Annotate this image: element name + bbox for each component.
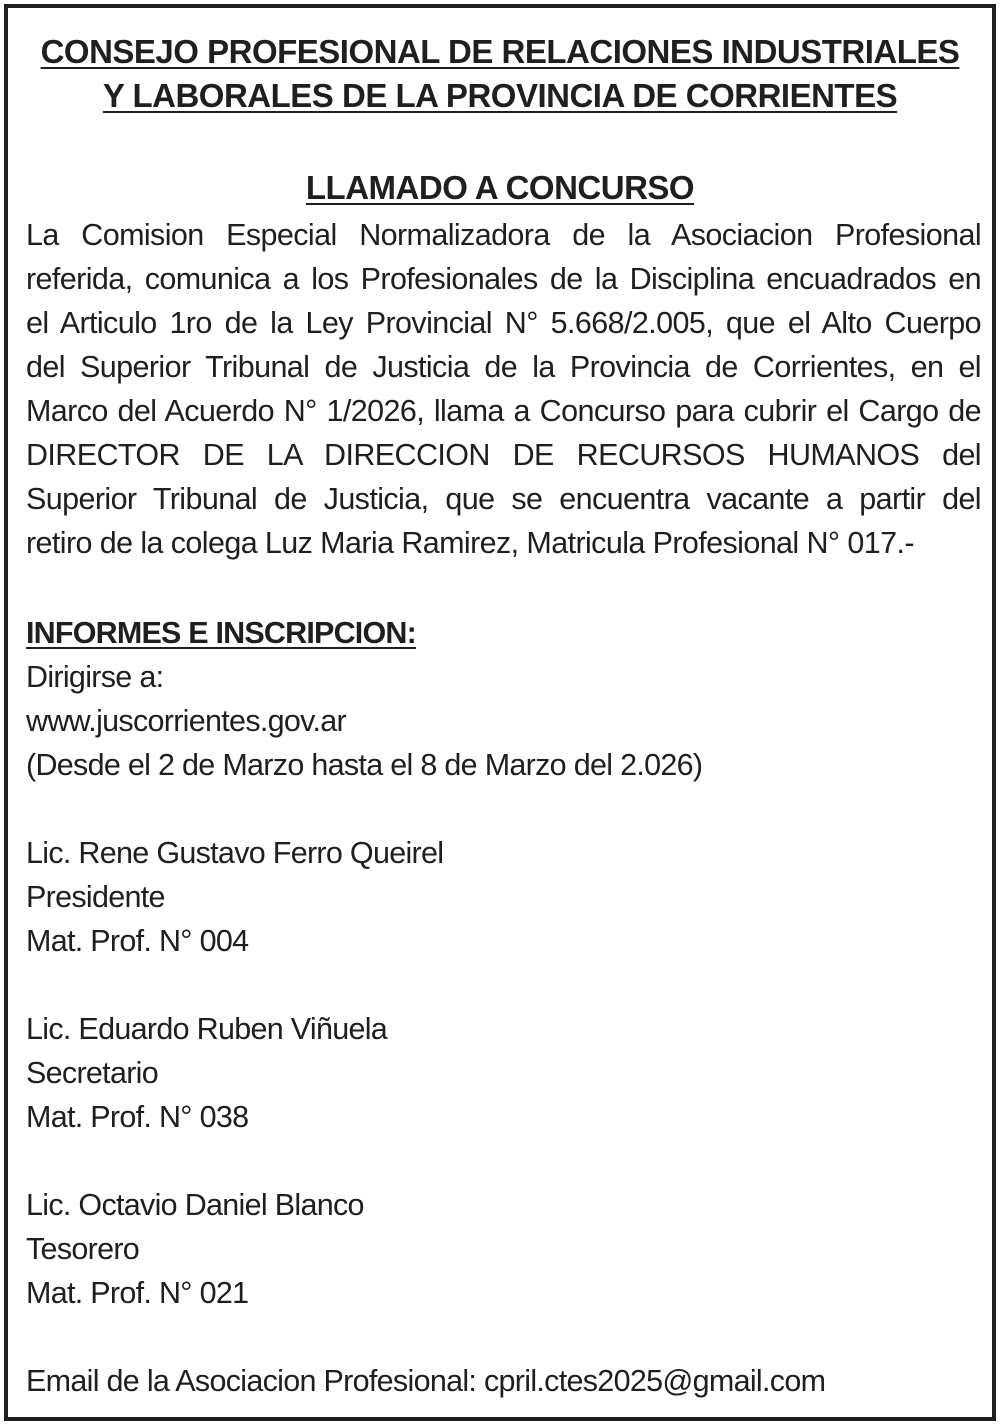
registration-dates: (Desde el 2 de Marzo hasta el 8 de Marzo del 2.026) [26,748,703,782]
signatory-role: Presidente [26,880,165,914]
body-line: DIRECTOR DE LA DIRECCION DE RECURSOS HUMANOS del [26,438,981,472]
body-line: Marco del Acuerdo N° 1/2026, llama a Concurso para cubrir el Cargo de [26,394,981,428]
informes-title: INFORMES E INSCRIPCION: [26,616,416,650]
signatory-registration: Mat. Prof. N° 021 [26,1276,249,1310]
signatory-name: Lic. Octavio Daniel Blanco [26,1188,364,1222]
notice-body [26,213,981,565]
body-line: del Superior Tribunal de Justicia de la Provincia de Corrientes, en el [26,350,981,384]
website-link[interactable]: www.juscorrientes.gov.ar [26,704,346,738]
contact-email[interactable]: Email de la Asociacion Profesional: cpril.ctes2025@gmail.com [26,1364,826,1398]
title-line-1: CONSEJO PROFESIONAL DE RELACIONES INDUSTRIALES [40,33,960,70]
signatory-registration: Mat. Prof. N° 004 [26,924,249,958]
body-line: La Comision Especial Normalizadora de la Asociacion Profesional [26,218,981,252]
body-line: Superior Tribunal de Justicia, que se encuentra vacante a partir del [26,482,981,516]
notice-subtitle: LLAMADO A CONCURSO [305,169,695,206]
body-line: el Articulo 1ro de la Ley Provincial N° 5.668/2.005, que el Alto Cuerpo [26,306,981,340]
signatory-registration: Mat. Prof. N° 038 [26,1100,249,1134]
body-line: retiro de la colega Luz Maria Ramirez, Matricula Profesional N° 017.- [26,526,914,560]
direction-label: Dirigirse a: [26,660,164,694]
notice-frame [4,4,996,1421]
signatory-role: Secretario [26,1056,159,1090]
body-line: referida, comunica a los Profesionales de la Disciplina encuadrados en [26,262,981,296]
signatory-name: Lic. Eduardo Ruben Viñuela [26,1012,388,1046]
signatory-name: Lic. Rene Gustavo Ferro Queirel [26,836,444,870]
signatory-role: Tesorero [26,1232,140,1266]
title-line-2: Y LABORALES DE LA PROVINCIA DE CORRIENTES [102,77,898,114]
